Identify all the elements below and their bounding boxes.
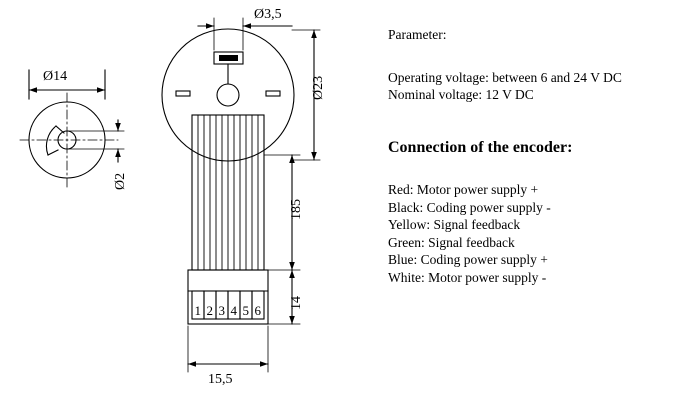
left-view-detail-line-1 <box>56 126 64 133</box>
dim-label-shaft-step-diameter: Ø2 <box>113 172 128 190</box>
nominal-voltage-line: Nominal voltage: 12 V DC <box>388 87 534 102</box>
pin-number: 6 <box>254 303 261 318</box>
pin-number: 2 <box>206 303 213 318</box>
connection-heading: Connection of the encoder: <box>388 139 573 156</box>
dim14h-arrow-bottom <box>289 316 295 324</box>
operating-voltage-line: Operating voltage: between 6 and 24 V DC <box>388 70 622 85</box>
dim-label-connector-height: 14 <box>289 296 304 310</box>
dim185-arrow-bottom <box>289 262 295 270</box>
shaft-top-rect-fill <box>219 55 238 61</box>
dim2-arrow-top <box>115 123 121 131</box>
body-slot-left <box>176 91 190 96</box>
left-view-detail-line-2 <box>48 150 58 155</box>
wire-item: Black: Coding power supply - <box>388 199 551 215</box>
dim-label-connector-width: 15,5 <box>208 372 233 387</box>
pin-number: 3 <box>218 303 225 318</box>
shaft-boss-circle <box>217 84 239 106</box>
dim185-arrow-top <box>289 155 295 163</box>
dim35-arrow-left <box>206 23 214 29</box>
dim-label-body-diameter-left: Ø14 <box>43 69 68 84</box>
dim23-arrow-bottom <box>311 152 317 160</box>
wire-item: Green: Signal feedback <box>388 234 515 250</box>
dim2-arrow-bottom <box>115 149 121 157</box>
dim14-arrow-left <box>29 87 37 93</box>
connector-pin-cells <box>192 291 264 319</box>
body-slot-right <box>266 91 280 96</box>
dim14h-arrow-top <box>289 270 295 278</box>
dim14-arrow-right <box>97 87 105 93</box>
wire-item: Yellow: Signal feedback <box>388 217 521 232</box>
wire-item: White: Motor power supply - <box>388 269 547 285</box>
ribbon-cable-lines <box>198 115 258 270</box>
parameter-label: Parameter: <box>388 27 447 42</box>
dim-label-shaft-diameter: Ø3,5 <box>254 7 282 22</box>
pin-number: 4 <box>230 303 237 318</box>
wire-item: Blue: Coding power supply + <box>388 252 548 267</box>
dim23-arrow-top <box>311 30 317 38</box>
dim-label-body-diameter-right: Ø23 <box>311 75 326 100</box>
dim155-arrow-left <box>188 361 196 367</box>
left-view-arc-detail <box>46 126 56 155</box>
pin-number: 5 <box>242 303 249 318</box>
dim35-arrow-right <box>243 23 251 29</box>
dim155-arrow-right <box>260 361 268 367</box>
pin-number: 1 <box>194 303 201 318</box>
wire-item: Red: Motor power supply + <box>388 182 539 197</box>
specification-text-panel <box>388 26 674 386</box>
wire-color-list <box>388 181 551 286</box>
dim-label-cable-length: 185 <box>289 199 304 220</box>
